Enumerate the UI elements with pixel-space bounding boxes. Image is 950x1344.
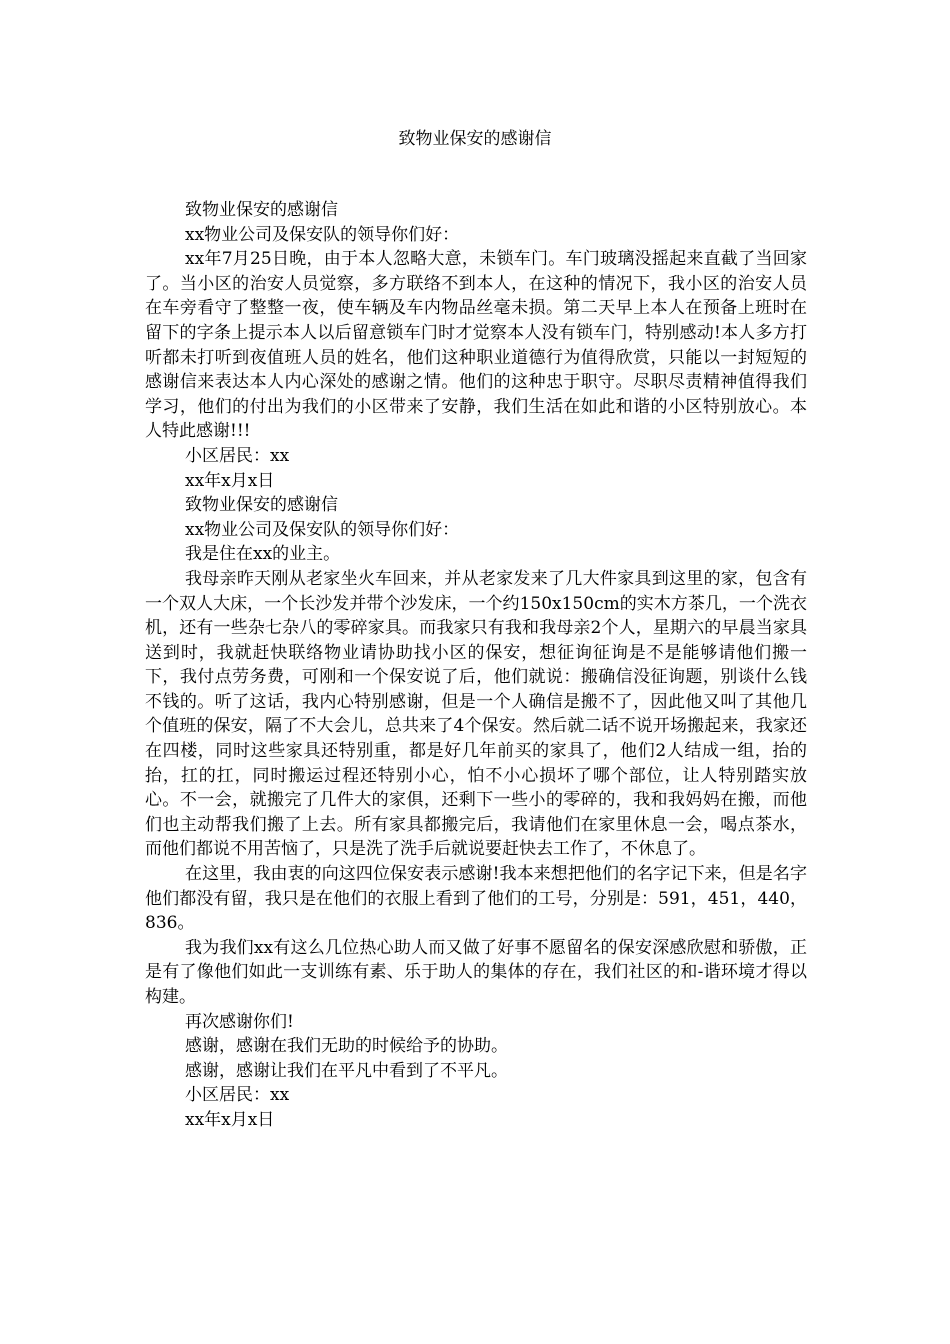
letter1-body: xx年7月25日晚，由于本人忽略大意，未锁车门。车门玻璃没摇起来直截了当回家了。当小区的治安人员觉察，多方联络不到本人，在这种的情况下，我小区的治安人员在车旁看守了整整一夜，使车辆及车内物品丝毫未损。第二天早上本人在预备上班时在留下的字条上提示本人以后留意锁车门时才觉察本人没有锁车门，特别感动!本人多方打听都未打听到夜值班人员的姓名，他们这种职业道德行为值得欣赏，只能以一封短短的感谢信来表达本人内心深处的感谢之情。他们的这种忠于职守。尽职尽责精神值得我们学习，他们的付出为我们的小区带来了安静，我们生活在如此和谐的小区特别放心。本人特此感谢!!! [145, 249, 807, 442]
letter1-date: xx年x月x日 [185, 470, 275, 491]
letter2-thanks-2: 感谢，感谢在我们无助的时候给予的协助。 [185, 1036, 508, 1057]
letter2-paragraph-3: 我为我们xx有这么几位热心助人而又做了好事不愿留名的保安深感欣慰和骄傲，正是有了像他们如此一支训练有素、乐于助人的集体的存在，我们社区的和-谐环境才得以构建。 [145, 937, 807, 1007]
document-title: 致物业保安的感谢信 [398, 129, 552, 149]
letter1-signature: 小区居民：xx [185, 445, 290, 466]
document-body [145, 198, 807, 1133]
letter1-salutation: xx物业公司及保安队的领导你们好： [185, 224, 460, 245]
letter2-salutation: xx物业公司及保安队的领导你们好： [185, 519, 460, 540]
letter2-intro: 我是住在xx的业主。 [185, 544, 341, 565]
letter2-thanks-1: 再次感谢你们! [185, 1011, 294, 1032]
letter1-heading: 致物业保安的感谢信 [185, 200, 338, 220]
letter2-heading: 致物业保安的感谢信 [185, 495, 338, 516]
letter2-paragraph-2: 在这里，我由衷的向这四位保安表示感谢!我本来想把他们的名字记下来，但是名字他们都没有留，我只是在他们的衣服上看到了他们的工号，分别是：591，451，440，836。 [145, 864, 807, 934]
letter2-date: xx年x月x日 [185, 1109, 275, 1130]
letter2-paragraph-1: 我母亲昨天刚从老家坐火车回来，并从老家发来了几大件家具到这里的家，包含有一个双人大床，一个长沙发并带个沙发床，一个约150x150cm的实木方茶几，一个洗衣机，还有一些杂七杂八的零碎家具。而我家只有我和我母亲2个人，星期六的早晨当家具送到时，我就赶快联络物业请协助找小区的保安，想征询征询是不是能够请他们搬一下，我付点劳务费，可刚和一个保安说了后，他们就说：搬确信没征询题，别谈什么钱不钱的。听了这话，我内心特别感谢，但是一个人确信是搬不了，因此他又叫了其他几个值班的保安，隔了不大会儿，总共来了4个保安。然后就二话不说开场搬起来，我家还在四楼，同时这些家具还特别重，都是好几年前买的家具了，他们2人结成一组，抬的抬，扛的扛，同时搬运过程还特别小心，怕不小心损坏了哪个部位，让人特别踏实放心。不一会，就搬完了几件大的家俱，还剩下一些小的零碎的，我和我妈妈在搬，而他们也主动帮我们搬了上去。所有家具都搬完后，我请他们在家里休息一会，喝点茶水，而他们都说不用苦恼了，只是洗了洗手后就说要赶快去工作了，不休息了。 [145, 568, 807, 860]
letter2-thanks-3: 感谢，感谢让我们在平凡中看到了不平凡。 [185, 1060, 508, 1081]
letter2-signature: 小区居民：xx [185, 1085, 290, 1106]
